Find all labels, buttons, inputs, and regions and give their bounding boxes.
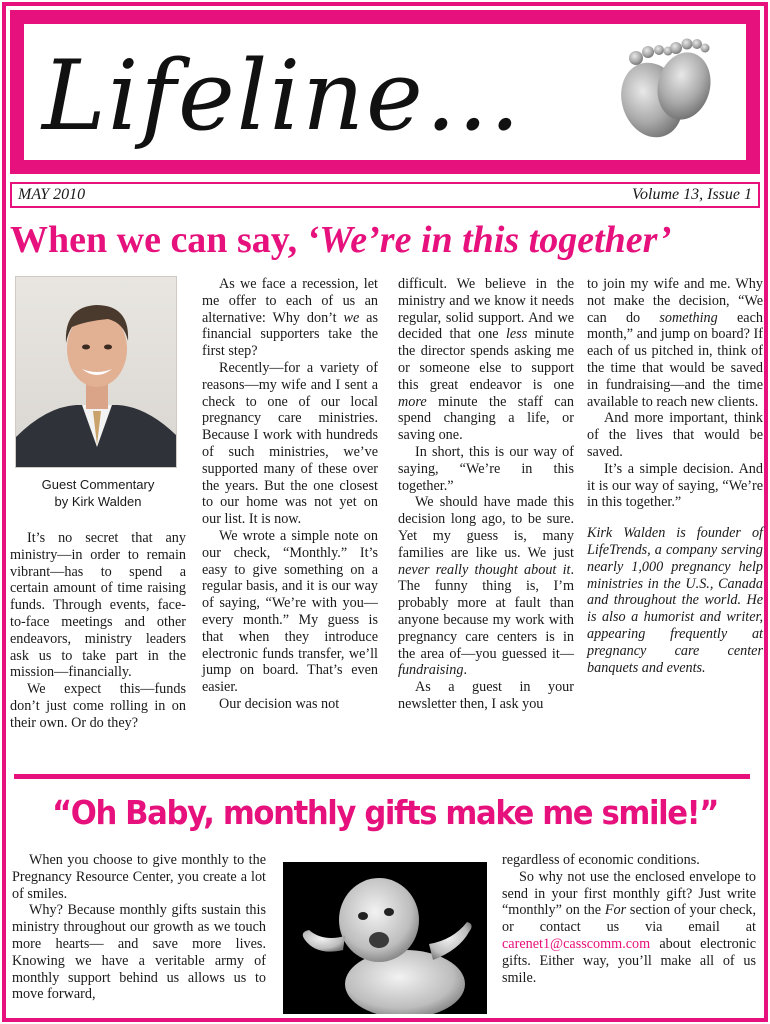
masthead <box>10 10 760 174</box>
text-run: As we face a recession, let me offer to each of us an alternative: Why don’t <box>202 276 378 326</box>
masthead-title: Lifeline… <box>42 40 523 152</box>
paragraph: We expect this—funds don’t just come rolling in on their own. Or do they? <box>10 681 186 731</box>
issue-bar <box>10 182 760 208</box>
baby-feet-icon <box>604 34 724 144</box>
paragraph: Recently—for a variety of reasons—my wife and I sent a check to one of our local pregnancy care ministries. Because I work with hundreds of such ministries, we’ve supported many of these over the years. But the one closest to our home was not yet on our list. It is now. <box>202 359 378 528</box>
portrait-caption <box>10 476 186 510</box>
paragraph: Our decision was not <box>219 695 340 712</box>
portrait-illustration <box>16 277 177 468</box>
appeal-column-right <box>502 852 756 986</box>
paragraph <box>398 494 574 679</box>
appeal-column-left <box>12 852 266 1003</box>
text-run: . The funny thing is, I’m probably more at fault than anyone because my work with pregnancy care centers is in the area of—you guessed it— <box>398 561 574 662</box>
paragraph <box>502 869 756 987</box>
text-run: difficult. We believe in the ministry and we know it needs regular, solid support. And we decided that one <box>398 276 574 343</box>
author-portrait <box>15 276 177 468</box>
emphasis: fundraising <box>398 662 464 679</box>
paragraph: And more important, think of the lives that would be saved. <box>587 410 763 460</box>
text-run: . <box>463 662 467 679</box>
paragraph: In short, this is our way of saying, “We’re in this together.” <box>398 443 574 494</box>
email-link[interactable]: carenet1@casscomm.com <box>502 935 651 952</box>
article-column-4 <box>587 276 763 676</box>
text-run: minute the director spends asking me or someone else to support this great endeavor is one <box>398 326 574 393</box>
paragraph <box>398 276 574 444</box>
emphasis: something <box>659 309 718 326</box>
paragraph <box>587 276 763 410</box>
article-headline <box>10 218 760 262</box>
emphasis: less <box>505 326 528 343</box>
text-run: to join my wife and me. Why not make the decision, “We can do <box>587 276 763 326</box>
caption-line-1: Guest Commentary <box>41 477 155 492</box>
text-run: minute the staff can spend changing a life, or saving one. <box>398 393 574 444</box>
paragraph: regardless of economic conditions. <box>502 852 700 868</box>
emphasis: never really thought about it <box>398 561 571 578</box>
text-run: about electronic gifts. Either way, you’ll make all of us smile. <box>502 935 756 986</box>
masthead-inner <box>24 24 746 160</box>
text-run: We should have made this decision long ago, to be sure. Yet my guess is, many families are like us. We just <box>398 494 574 561</box>
headline-text: When we can say, <box>10 219 307 261</box>
paragraph: It’s a simple decision. And it is our way of saying, “We’re in this together.” <box>587 460 763 511</box>
emphasis: For <box>604 902 627 919</box>
paragraph: As a guest in your newsletter then, I ask you <box>398 679 574 712</box>
paragraph: When you choose to give monthly to the Pregnancy Resource Center, you create a lot of smiles. <box>12 852 266 902</box>
appeal-headline: “Oh Baby, monthly gifts make me smile!” <box>51 793 719 832</box>
article-column-2 <box>202 276 378 713</box>
baby-photo <box>283 862 487 1014</box>
baby-illustration <box>283 862 487 1014</box>
paragraph: Why? Because monthly gifts sustain this ministry throughout our growth as we touch more hearts— and save more lives. Knowing we have a veritable army of monthly support behind us allows us to move forward, <box>12 902 266 1003</box>
caption-line-2: by Kirk Walden <box>54 494 142 509</box>
issue-date: MAY 2010 <box>18 186 86 203</box>
emphasis: we <box>343 309 360 326</box>
text-run: each month,” and jump on board? If each of us pitched in, think of the time that would be saved in fundraising—and the time available to reach new clients. <box>587 309 763 410</box>
article-column-3 <box>398 276 574 713</box>
text-run: as financial supporters take the first step? <box>202 309 378 360</box>
section-divider <box>14 774 750 779</box>
text-run: section of your check, or contact us via email at <box>502 902 756 936</box>
article-column-1 <box>10 276 186 732</box>
paragraph <box>202 276 378 360</box>
text-run: So why not use the enclosed envelope to send in your first monthly gift? Just write “monthly” on the <box>502 868 756 919</box>
emphasis: more <box>398 393 427 410</box>
author-bio: Kirk Walden is founder of LifeTrends, a company serving nearly 1,000 pregnancy help ministries in the U.S., Canada and throughout the world. He is also a humorist and writer, appearing frequently at pregnancy care center banquets and events. <box>587 525 763 676</box>
paragraph: It’s no secret that any ministry—in order to remain vibrant—has to spend a certain amount of time raising funds. Through events, face-to-face meetings and other endeavors, ministry leaders ask us to take part in the mission—financially. <box>10 530 186 681</box>
paragraph: We wrote a simple note on our check, “Monthly.” It’s easy to give something on a regular basis, and it is our way of saying, “We’re with you—every month.” My guess is that when they introduce electronic funds transfer, we’ll jump on board. That’s even easier. <box>202 527 378 696</box>
headline-quote: ‘We’re in this together’ <box>306 219 672 261</box>
issue-volume: Volume 13, Issue 1 <box>632 186 752 203</box>
